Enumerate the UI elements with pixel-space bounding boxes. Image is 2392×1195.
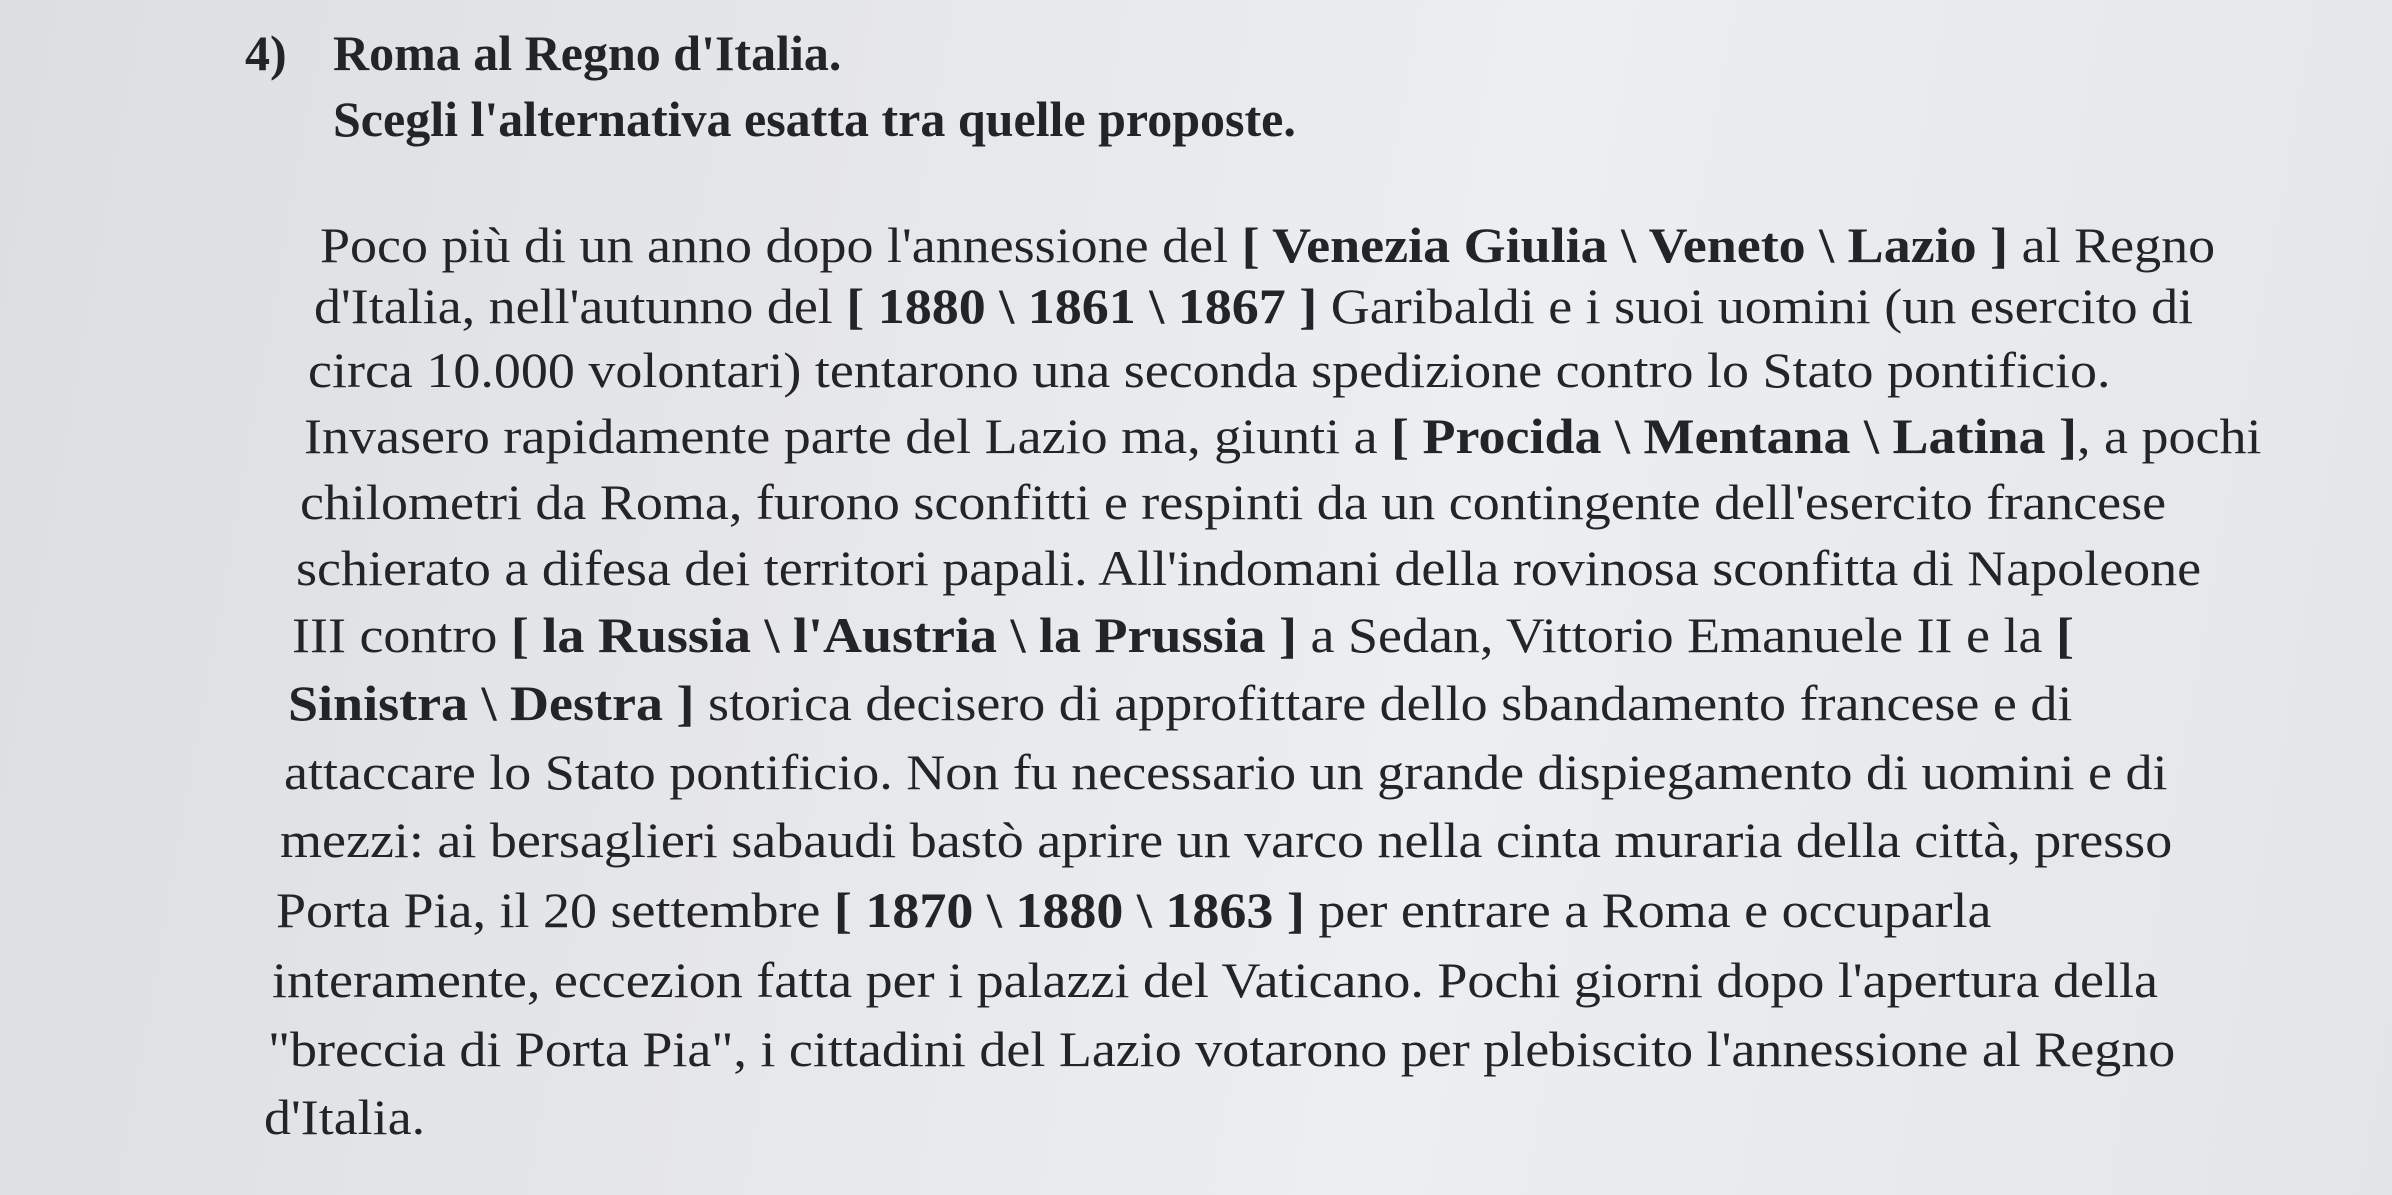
passage-line — [300, 472, 2166, 532]
passage-text: interamente, eccezion fatta per i palazzi del Vaticano. Pochi giorni dopo l'apertura della — [272, 952, 2158, 1008]
passage-text: per entrare a Roma e occuparla — [1304, 882, 1992, 938]
exercise-title: Roma al Regno d'Italia. — [333, 25, 842, 81]
exercise-number: 4) — [245, 25, 287, 81]
passage-text: chilometri da Roma, furono sconfitti e respinti da un contingente dell'esercito francese — [300, 474, 2167, 530]
answer-options: [ la Russia \ l'Austria \ la Prussia ] — [510, 607, 1297, 663]
passage-line — [280, 810, 2172, 870]
passage-text: schierato a difesa dei territori papali. All'indomani della rovinosa sconfitta di Napoleone — [296, 540, 2202, 596]
passage-line — [320, 215, 2215, 275]
passage-text: Porta Pia, il 20 settembre — [276, 882, 834, 938]
passage-line — [304, 406, 2261, 466]
passage-text: , a pochi — [2077, 408, 2262, 464]
passage-line — [292, 605, 2074, 665]
exercise-heading — [245, 22, 841, 84]
passage-text: attaccare lo Stato pontificio. Non fu necessario un grande dispiegamento di uomini e di — [284, 744, 2168, 800]
passage-text: d'Italia, nell'autunno del — [314, 278, 847, 334]
passage-text: a Sedan, Vittorio Emanuele II e la — [1296, 607, 2056, 663]
passage-text: "breccia di Porta Pia", i cittadini del Lazio votarono per plebiscito l'annessione al Regno — [268, 1021, 2176, 1077]
passage-text: mezzi: ai bersaglieri sabaudi bastò aprire un varco nella cinta muraria della città, presso — [280, 812, 2173, 868]
passage-line — [308, 340, 2111, 400]
passage-text: storica decisero di approfittare dello sbandamento francese e di — [694, 675, 2073, 731]
passage-line — [264, 1087, 425, 1147]
answer-options: [ Procida \ Mentana \ Latina ] — [1391, 408, 2078, 464]
passage-line — [276, 880, 1991, 940]
passage-text: Garibaldi e i suoi uomini (un esercito di — [1317, 278, 2194, 334]
answer-options: Sinistra \ Destra ] — [288, 675, 695, 731]
passage-line — [288, 673, 2072, 733]
passage-text: d'Italia. — [264, 1089, 426, 1145]
answer-options: [ — [2055, 607, 2074, 663]
passage-line — [268, 1019, 2175, 1079]
passage-text: Poco più di un anno dopo l'annessione del — [320, 217, 1242, 273]
answer-options: [ 1870 \ 1880 \ 1863 ] — [833, 882, 1305, 938]
passage-line — [284, 742, 2167, 802]
exercise-instruction: Scegli l'alternativa esatta tra quelle proposte. — [333, 91, 1296, 147]
answer-options: [ Venezia Giulia \ Veneto \ Lazio ] — [1241, 217, 2009, 273]
passage-line — [296, 538, 2201, 598]
passage-text: circa 10.000 volontari) tentarono una seconda spedizione contro lo Stato pontificio. — [308, 342, 2111, 398]
passage-line — [314, 276, 2193, 336]
answer-options: [ 1880 \ 1861 \ 1867 ] — [846, 278, 1318, 334]
passage-text: al Regno — [2008, 217, 2216, 273]
passage-line — [272, 950, 2158, 1010]
passage-text: III contro — [292, 607, 511, 663]
passage-text: Invasero rapidamente parte del Lazio ma, giunti a — [304, 408, 1392, 464]
